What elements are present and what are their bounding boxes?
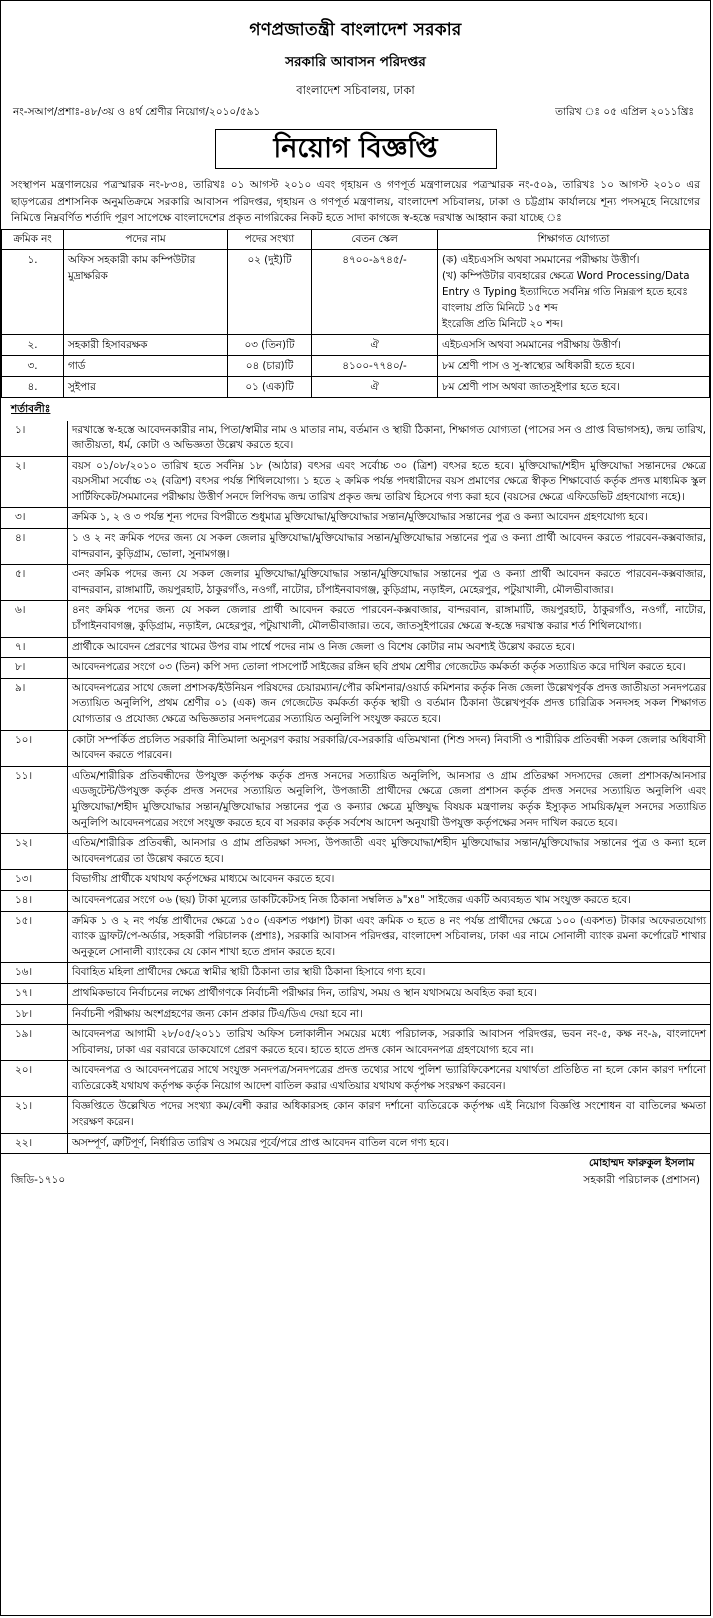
condition-row <box>1 1061 710 1097</box>
table-row <box>2 334 710 355</box>
serial-cell: ৩. <box>2 355 64 376</box>
condition-row <box>1 508 710 529</box>
condition-row <box>1 1133 710 1154</box>
post-count-cell: ০২ (দুই)টি <box>228 249 312 334</box>
post-count-cell: ০৩ (তিন)টি <box>228 334 312 355</box>
condition-row <box>1 890 710 911</box>
qualification-cell: ৮ম শ্রেণী পাস অথবা জাতসুইপার হতে হবে। <box>438 376 710 397</box>
condition-number: ১১। <box>1 766 68 833</box>
notice-title: নিয়োগ বিজ্ঞপ্তি <box>215 129 497 169</box>
condition-text: কোটা সম্পর্কিত প্রচলিত সরকারি নীতিমালা অনুসরণ করায় সরকারি/বে-সরকারি এতিমখানা (শিশু সদন) নিবাসী ও শারীরিক প্রতিবন্ধী সকল জেলার অধিবাসী আবেদন করতে পারবেন। <box>68 730 711 766</box>
condition-text: বিভাগীয় প্রার্থীকে যথাযথ কর্তৃপক্ষের মাধ্যমে আবেদন করতে হবে। <box>68 870 711 891</box>
condition-text: আবেদনপত্রের সংগে ০৩ (তিন) কপি সদ্য তোলা পাসপোর্ট সাইজের রঙ্গিন ছবি প্রথম শ্রেণীর গেজেটেড কর্মকর্তা কর্তৃক সত্যায়িত করে দাখিল করতে হবে। <box>68 658 711 679</box>
condition-text: আবেদনপত্র ও আবেদনপত্রের সাথে সংযুক্ত সনদপত্র/সনদপত্রের প্রদত্ত তথ্যের সাথে পুলিশ ভ্যারিফিকেশনের যথার্থতা প্রতিষ্ঠিত না হলে কোন কারণ দর্শানো ব্যতিরেকেই যথাযথ কর্তৃপক্ষ কর্তৃক নিয়োগ আদেশ বাতিল করার এখতিয়ার যথাযথ কর্তৃপক্ষ সংরক্ষণ করবেন। <box>68 1061 711 1097</box>
condition-number: ২০। <box>1 1061 68 1097</box>
post-count-cell: ০১ (এক)টি <box>228 376 312 397</box>
condition-text: বয়স ০১/০৮/২০১০ তারিখ হতে সর্বনিম্ন ১৮ (আঠার) বৎসর এবং সর্বোচ্চ ৩০ (ত্রিশ) বৎসর হতে হবে। মুক্তিযোদ্ধা/শহীদ মুক্তিযোদ্ধা সন্তানদের ক্ষেত্রে বয়সসীমা সর্বোচ্চ ৩২ (বত্রিশ) বৎসর পর্যন্ত শিথিলযোগ্য। ১ হতে ২ ক্রমিক পর্যন্ত পদধারীদের বয়স প্রমাণের ক্ষেত্রে স্বীকৃত শিক্ষাবোর্ড কর্তৃক প্রদত্ত মাধ্যমিক স্কুল সার্টিফিকেট/সমমানের পরীক্ষায় উত্তীর্ণ সনদে লিপিবদ্ধ জন্ম তারিখ প্রকৃত জন্ম তারিখ হিসেবে গণ্য করা হবে (বয়সের ক্ষেত্রে এফিডেভিট গ্রহণযোগ্য নহে)। <box>68 456 711 508</box>
qualification-cell: (ক) এইচএসসি অথবা সমমানের পরীক্ষায় উত্তীর্ণ। (খ) কম্পিউটার ব্যবহারের ক্ষেত্রে Word Processing/Data Entry ও Typing ইত্যাদিতে সর্বনিম্ন গতি নিম্নরূপ হতে হবেঃ বাংলায় প্রতি মিনিটে ১৫ শব্দ ইংরেজি প্রতি মিনিটে ২০ শব্দ। <box>438 249 710 334</box>
condition-row <box>1 834 710 870</box>
condition-row <box>1 1025 710 1061</box>
condition-text: আবেদনপত্র আগামী ২৮/০৫/২০১১ তারিখ অফিস চলাকালীন সময়ের মধ্যে পরিচালক, সরকারি আবাসন পরিদপ্তর, ভবন নং-৫, কক্ষ নং-৯, বাংলাদেশ সচিবালয়, ঢাকা এর বরাবরে ডাকযোগে প্রেরণ করতে হবে। হাতে হাতে প্রদত্ত কোন আবেদনপত্র গ্রহণযোগ্য হবে না। <box>68 1025 711 1061</box>
condition-row <box>1 766 710 833</box>
post-name-cell: সহকারী হিসাবরক্ষক <box>64 334 228 355</box>
table-row <box>2 249 710 334</box>
condition-number: ১৪। <box>1 890 68 911</box>
condition-text: এতিম/শারীরিক প্রতিবন্ধীদের উপযুক্ত কর্তৃপক্ষ কর্তৃক প্রদত্ত সনদের সত্যায়িত অনুলিপি, আনসার ও গ্রাম প্রতিরক্ষা সদস্যদের জেলা প্রশাসক/আনসার এডজুটেন্ট/উপযুক্ত কর্তৃক প্রদত্ত সনদের সত্যায়িত অনুলিপি, উপজাতী প্রার্থীদের ক্ষেত্রে জেলা প্রশাসন কর্তৃক প্রদত্ত সনদের সত্যায়িত অনুলিপি এবং মুক্তিযোদ্ধা/শহীদ মুক্তিযোদ্ধার সন্তান/মুক্তিযোদ্ধার সন্তানের পুত্র ও কন্যার ক্ষেত্রে মুক্তিযুদ্ধ বিষয়ক মন্ত্রণালয় কর্তৃক ইস্যুকৃত সাময়িক/মূল সনদের সত্যায়িত অনুলিপি আবেদনপত্রের সংগে সংযুক্ত করতে হবে বা সরকার কর্তৃক সর্বশেষ আদেশ অনুযায়ী উপযুক্ত কর্তৃপক্ষের সনদ দাখিল করতে হবে। <box>68 766 711 833</box>
col-pay-scale: বেতন স্কেল <box>312 229 438 249</box>
notice-date: তারিখ ঃ ০৫ এপ্রিল ২০১১খ্রিঃ <box>555 106 694 118</box>
office-address: বাংলাদেশ সচিবালয়, ঢাকা <box>296 83 415 97</box>
table-row <box>2 376 710 397</box>
condition-number: ১৯। <box>1 1025 68 1061</box>
table-row <box>2 355 710 376</box>
condition-row <box>1 983 710 1004</box>
condition-number: ১২। <box>1 834 68 870</box>
condition-row <box>1 529 710 565</box>
condition-row <box>1 678 710 730</box>
notice-footer <box>1 1154 710 1192</box>
condition-row <box>1 911 710 963</box>
col-post-name: পদের নাম <box>64 229 228 249</box>
pay-scale-cell: ঐ <box>312 376 438 397</box>
posts-table <box>1 229 710 398</box>
condition-row <box>1 456 710 508</box>
signer-name: মোহাম্মদ ফারুকুল ইসলাম <box>589 1157 695 1170</box>
post-count-cell: ০৪ (চার)টি <box>228 355 312 376</box>
serial-cell: ৪. <box>2 376 64 397</box>
condition-number: ৮। <box>1 658 68 679</box>
reference-row <box>1 101 710 122</box>
conditions-table <box>1 421 710 1155</box>
condition-text: ৩নং ক্রমিক পদের জন্য যে সকল জেলার মুক্তিযোদ্ধা/মুক্তিযোদ্ধার সন্তান/মুক্তিযোদ্ধার সন্তানের পুত্র ও কন্যা প্রার্থী আবেদন করতে পারবেন-কক্সবাজার, বান্দরবান, রাঙ্গামাটি, জয়পুরহাট, ঠাকুরগাঁও, নওগাঁ, নাটোর, চাঁপাইনবাবগঞ্জ, কুড়িগ্রাম, নড়াইল, মেহেরপুর, পটুয়াখালী, মৌলভীবাজার। <box>68 565 711 601</box>
serial-cell: ১. <box>2 249 64 334</box>
signer-title: সহকারী পরিচালক (প্রশাসন) <box>583 1174 700 1187</box>
condition-row <box>1 421 710 457</box>
post-name-cell: গার্ড <box>64 355 228 376</box>
condition-number: ১৩। <box>1 870 68 891</box>
signature-block <box>583 1156 700 1190</box>
condition-row <box>1 730 710 766</box>
condition-text: অসম্পূর্ণ, ত্রুটিপূর্ণ, নির্ধারিত তারিখ ও সময়ের পূর্বে/পরে প্রাপ্ত আবেদন বাতিল বলে গণ্য হবে। <box>68 1133 711 1154</box>
conditions-heading: শর্তাবলীঃ <box>11 402 51 415</box>
col-serial: ক্রমিক নং <box>2 229 64 249</box>
posts-table-header <box>2 229 710 249</box>
condition-number: ৬। <box>1 601 68 637</box>
pay-scale-cell: ৪৭০০-৯৭৪৫/- <box>312 249 438 334</box>
government-name: গণপ্রজাতন্ত্রী বাংলাদেশ সরকার <box>249 20 462 40</box>
condition-number: ৪। <box>1 529 68 565</box>
notice-header <box>1 17 710 101</box>
condition-text: নির্বাচনী পরীক্ষায় অংশগ্রহণের জন্য কোন প্রকার টিএ/ডিএ দেয়া হবে না। <box>68 1004 711 1025</box>
condition-number: ৯। <box>1 678 68 730</box>
condition-number: ১৫। <box>1 911 68 963</box>
condition-number: ২২। <box>1 1133 68 1154</box>
condition-number: ৫। <box>1 565 68 601</box>
condition-row <box>1 1097 710 1133</box>
qualification-cell: এইচএসসি অথবা সমমানের পরীক্ষায় উত্তীর্ণ। <box>438 334 710 355</box>
condition-text: প্রার্থীকে আবেদন প্রেরণের খামের উপর বাম পার্শ্বে পদের নাম ও নিজ জেলা ও বিশেষ কোটার নাম অবশ্যই উল্লেখ করতে হবে। <box>68 637 711 658</box>
qualification-cell: ৮ম শ্রেণী পাস ও সু-স্বাস্থ্যের অধিকারী হতে হবে। <box>438 355 710 376</box>
intro-paragraph: সংস্থাপন মন্ত্রণালয়ের পত্রস্মারক নং-৮৩৪, তারিখঃ ০১ আগস্ট ২০১০ এবং গৃহায়ন ও গণপূর্ত মন্ত্রণালয়ের পত্রস্মারক নং-৫০৯, তারিখঃ ১০ আগস্ট ২০১০ এর ছাড়পত্রের প্রশাসনিক অনুমতিক্রমে সরকারি আবাসন পরিদপ্তর, গৃহায়ন ও গণপূর্ত মন্ত্রণালয়, বাংলাদেশ সচিবালয়, ঢাকা ও চট্টগ্রাম কার্যালয়ে শূন্য পদসমূহে নিয়োগের নিমিত্তে নিম্নবর্ণিত শর্তাদি পূরণ সাপেক্ষে বাংলাদেশের প্রকৃত নাগরিকের নিকট হতে সাদা কাগজে স্ব-হস্তে দরখাস্ত আহ্বান করা যাচ্ছে ঃ <box>11 179 700 224</box>
condition-number: ১৭। <box>1 983 68 1004</box>
condition-text: এতিম/শারীরিক প্রতিবন্ধী, আনসার ও গ্রাম প্রতিরক্ষা সদস্য, উপজাতী এবং মুক্তিযোদ্ধা/শহীদ মুক্তিযোদ্ধার সন্তান/মুক্তিযোদ্ধার সন্তানের পুত্র ও কন্যা হলে আবেদনপত্রের তা উল্লেখ করতে হবে। <box>68 834 711 870</box>
condition-text: বিবাহিত মহিলা প্রার্থীদের ক্ষেত্রে স্বামীর স্থায়ী ঠিকানা তার স্থায়ী ঠিকানা হিসাবে গণ্য হবে। <box>68 963 711 984</box>
condition-text: বিজ্ঞপ্তিতে উল্লেখিত পদের সংখ্যা কম/বেশী করার অধিকারসহ কোন কারণ দর্শানো ব্যতিরেকে কর্তৃপক্ষ এই নিয়োগ বিজ্ঞপ্তি সংশোধন বা বাতিলের ক্ষমতা সংরক্ষণ করেন। <box>68 1097 711 1133</box>
pay-scale-cell: ৪১০০-৭৭৪০/- <box>312 355 438 376</box>
condition-number: ১। <box>1 421 68 457</box>
condition-row <box>1 565 710 601</box>
condition-text: আবেদনপত্রের সংগে ০৬ (ছয়) টাকা মূল্যের ডাকটিকেটসহ নিজ ঠিকানা সম্বলিত ৯"x৪" সাইজের একটি অব্যবহৃত খাম সংযুক্ত করতে হবে। <box>68 890 711 911</box>
col-qualification: শিক্ষাগত যোগ্যতা <box>438 229 710 249</box>
condition-text: দরখাস্তে স্ব-হস্তে আবেদনকারীর নাম, পিতা/স্বামীর নাম ও মাতার নাম, বর্তমান ও স্থায়ী ঠিকানা, শিক্ষাগত যোগ্যতা (পাসের সন ও প্রাপ্ত বিভাগসহ), জন্ম তারিখ, জাতীয়তা, ধর্ম, কোটা ও অভিজ্ঞতা উল্লেখ করতে হবে। <box>68 421 711 457</box>
condition-row <box>1 1004 710 1025</box>
condition-row <box>1 601 710 637</box>
condition-text: ১ ও ২ নং ক্রমিক পদের জন্য যে সকল জেলার মুক্তিযোদ্ধা/মুক্তিযোদ্ধার সন্তান/মুক্তিযোদ্ধার সন্তানের পুত্র ও কন্যা প্রার্থী আবেদন করতে পারবেন-কক্সবাজার, বান্দরবান, কুড়িগ্রাম, ভোলা, সুনামগঞ্জ। <box>68 529 711 565</box>
condition-text: ৪নং ক্রমিক পদের জন্য যে সকল জেলার প্রার্থী আবেদন করতে পারবেন-কক্সবাজার, বান্দরবান, রাঙ্গামাটি, জয়পুরহাট, ঠাকুরগাঁও, নওগাঁ, নাটোর, চাঁপাইনবাবগঞ্জ, কুড়িগ্রাম, নড়াইল, মেহেরপুর, পটুয়াখালী, মৌলভীবাজার। তবে, জাতসুইপারের ক্ষেত্রে স্ব-হস্তে দরখাস্ত করার শর্ত শিথিলযোগ্য। <box>68 601 711 637</box>
condition-number: ১৮। <box>1 1004 68 1025</box>
post-name-cell: সুইপার <box>64 376 228 397</box>
condition-row <box>1 637 710 658</box>
condition-number: ১৬। <box>1 963 68 984</box>
memo-number: নং-সআপ/প্রশাঃ-৪৮/৩য় ও ৪র্থ শ্রেণীর নিয়োগ/২০১০/৫৯১ <box>13 106 261 118</box>
gd-number: জিডি-১৭১০ <box>11 1174 66 1187</box>
condition-row <box>1 658 710 679</box>
department-name: সরকারি আবাসন পরিদপ্তর <box>285 54 426 70</box>
condition-number: ৩। <box>1 508 68 529</box>
condition-text: ক্রমিক ১ ও ২ নং পর্যন্ত প্রার্থীদের ক্ষেত্রে ১৫০ (একশত পঞ্চাশ) টাকা এবং ক্রমিক ৩ হতে ৪ নং পর্যন্ত প্রার্থীদের ক্ষেত্রে ১০০ (একশত) টাকার অফেরতযোগ্য ব্যাংক ড্রাফট/পে-অর্ডার, সহকারী পরিচালক (প্রশাঃ), সরকারি আবাসন পরিদপ্তর, বাংলাদেশ সচিবালয়, ঢাকা এর নামে সোনালী ব্যাংক রমনা কর্পোরেট শাখার অনুকূলে সোনালী ব্যাংকের যে কোন শাখা হতে প্রদান করতে হবে। <box>68 911 711 963</box>
condition-number: ২। <box>1 456 68 508</box>
condition-text: আবেদনপত্রের সাথে জেলা প্রশাসক/ইউনিয়ন পরিষদের চেয়ারম্যান/পৌর কমিশনার/ওয়ার্ড কমিশনার কর্তৃক নিজ জেলা উল্লেখপূর্বক প্রদত্ত জাতীয়তা সনদপত্রের সত্যায়িত অনুলিপি, প্রথম শ্রেণীর ০১ (এক) জন গেজেটেড কর্মকর্তা কর্তৃক স্থায়ী ও বর্তমান ঠিকানা উল্লেখপূর্বক প্রদত্ত চারিত্রিক সনদসহ সকল শিক্ষাগত যোগ্যতার ও প্রযোজ্য ক্ষেত্রে অভিজ্ঞতার সনদপত্রের সত্যায়িত অনুলিপি সংযুক্ত করতে হবে। <box>68 678 711 730</box>
pay-scale-cell: ঐ <box>312 334 438 355</box>
serial-cell: ২. <box>2 334 64 355</box>
condition-row <box>1 870 710 891</box>
condition-text: প্রাথমিকভাবে নির্বাচনের লক্ষ্যে প্রার্থীগণকে নির্বাচনী পরীক্ষার দিন, তারিখ, সময় ও স্থান যথাসময়ে অবহিত করা হবে। <box>68 983 711 1004</box>
col-post-count: পদের সংখ্যা <box>228 229 312 249</box>
condition-number: ২১। <box>1 1097 68 1133</box>
condition-text: ক্রমিক ১, ২ ও ৩ পর্যন্ত শূন্য পদের বিপরীতে শুধুমাত্র মুক্তিযোদ্ধা/মুক্তিযোদ্ধার সন্তান/মুক্তিযোদ্ধার সন্তানের পুত্র ও কন্যা আবেদন গ্রহণযোগ্য হবে। <box>68 508 711 529</box>
condition-number: ১০। <box>1 730 68 766</box>
condition-number: ৭। <box>1 637 68 658</box>
post-name-cell: অফিস সহকারী কাম কম্পিউটার মুদ্রাক্ষরিক <box>64 249 228 334</box>
condition-row <box>1 963 710 984</box>
